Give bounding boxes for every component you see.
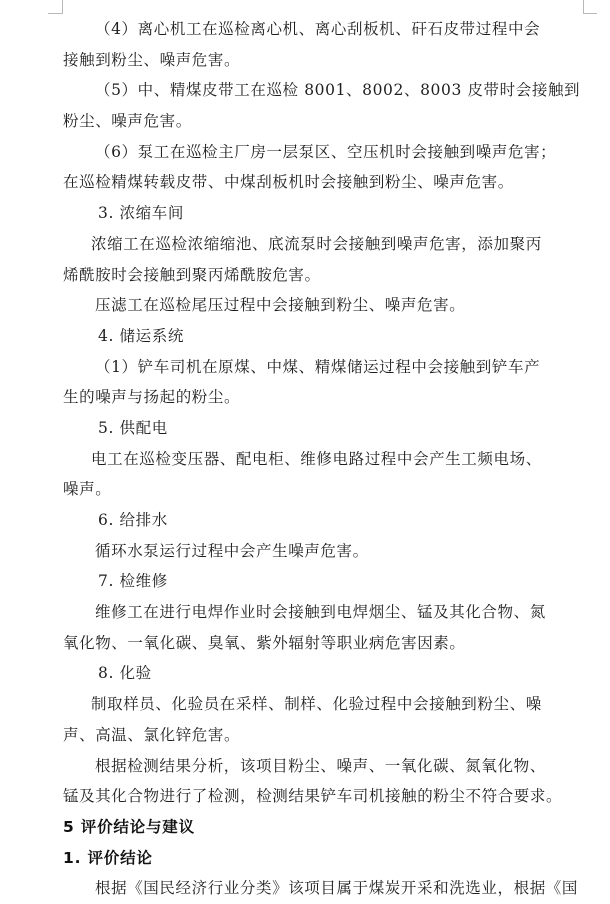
crop-mark-top-right-h bbox=[583, 13, 597, 14]
paragraph-line: 制取样员、化验员在采样、制样、化验过程中会接触到粉尘、噪 bbox=[91, 695, 542, 714]
section-heading: 7. 检维修 bbox=[98, 572, 168, 591]
paragraph-line: 声、高温、氯化锌危害。 bbox=[63, 725, 241, 744]
paragraph-line: 氧化物、一氧化碳、臭氧、紫外辐射等职业病危害因素。 bbox=[63, 633, 466, 652]
paragraph-line: 粉尘、噪声危害。 bbox=[63, 112, 192, 131]
section-heading: 6. 给排水 bbox=[98, 511, 168, 529]
crop-mark-top-right bbox=[583, 0, 584, 14]
paragraph-line: 噪声。 bbox=[63, 480, 112, 499]
chapter-heading: 5 评价结论与建议 bbox=[63, 817, 195, 836]
paragraph-line: 根据《国民经济行业分类》该项目属于煤炭开采和洗选业，根据《国 bbox=[95, 879, 579, 898]
section-heading: 8. 化验 bbox=[98, 664, 152, 683]
paragraph-line: 浓缩工在巡检浓缩缩池、底流泵时会接触到噪声危害，添加聚丙 bbox=[91, 234, 542, 253]
paragraph-line: 电工在巡检变压器、配电柜、维修电路过程中会产生工频电场、 bbox=[91, 449, 542, 468]
paragraph-line: 压滤工在巡检尾压过程中会接触到粉尘、噪声危害。 bbox=[95, 296, 466, 315]
section-heading: 5. 供配电 bbox=[98, 418, 168, 437]
paragraph-line: （4）离心机工在巡检离心机、离心刮板机、矸石皮带过程中会 bbox=[95, 20, 541, 38]
paragraph-line: 维修工在进行电焊作业时会接触到电焊烟尘、锰及其化合物、氮 bbox=[95, 603, 546, 622]
paragraph-line: 烯酰胺时会接触到聚丙烯酰胺危害。 bbox=[63, 265, 321, 284]
section-heading: 3. 浓缩车间 bbox=[98, 204, 184, 223]
paragraph-line: 循环水泵运行过程中会产生噪声危害。 bbox=[95, 541, 369, 560]
paragraph-line: （6）泵工在巡检主厂房一层泵区、空压机时会接触到噪声危害； bbox=[95, 142, 557, 161]
paragraph-line: 锰及其化合物进行了检测，检测结果铲车司机接触的粉尘不符合要求。 bbox=[63, 787, 563, 806]
section-heading: 4. 储运系统 bbox=[98, 326, 184, 345]
paragraph-line: 接触到粉尘、噪声危害。 bbox=[63, 50, 241, 69]
document-body bbox=[63, 14, 583, 904]
crop-mark-top-left bbox=[62, 0, 63, 14]
crop-mark-top-left-h bbox=[48, 13, 62, 14]
paragraph-line: （1）铲车司机在原煤、中煤、精煤储运过程中会接触到铲车产 bbox=[95, 357, 541, 376]
paragraph-line: 在巡检精煤转载皮带、中煤刮板机时会接触到粉尘、噪声危害。 bbox=[63, 173, 514, 192]
paragraph-line: 生的噪声与扬起的粉尘。 bbox=[63, 388, 241, 407]
paragraph-line: 根据检测结果分析，该项目粉尘、噪声、一氧化碳、氮氧化物、 bbox=[95, 756, 546, 775]
subsection-heading: 1. 评价结论 bbox=[63, 848, 153, 867]
paragraph-line: （5）中、精煤皮带工在巡检 8001、8002、8003 皮带时会接触到 bbox=[95, 81, 581, 100]
